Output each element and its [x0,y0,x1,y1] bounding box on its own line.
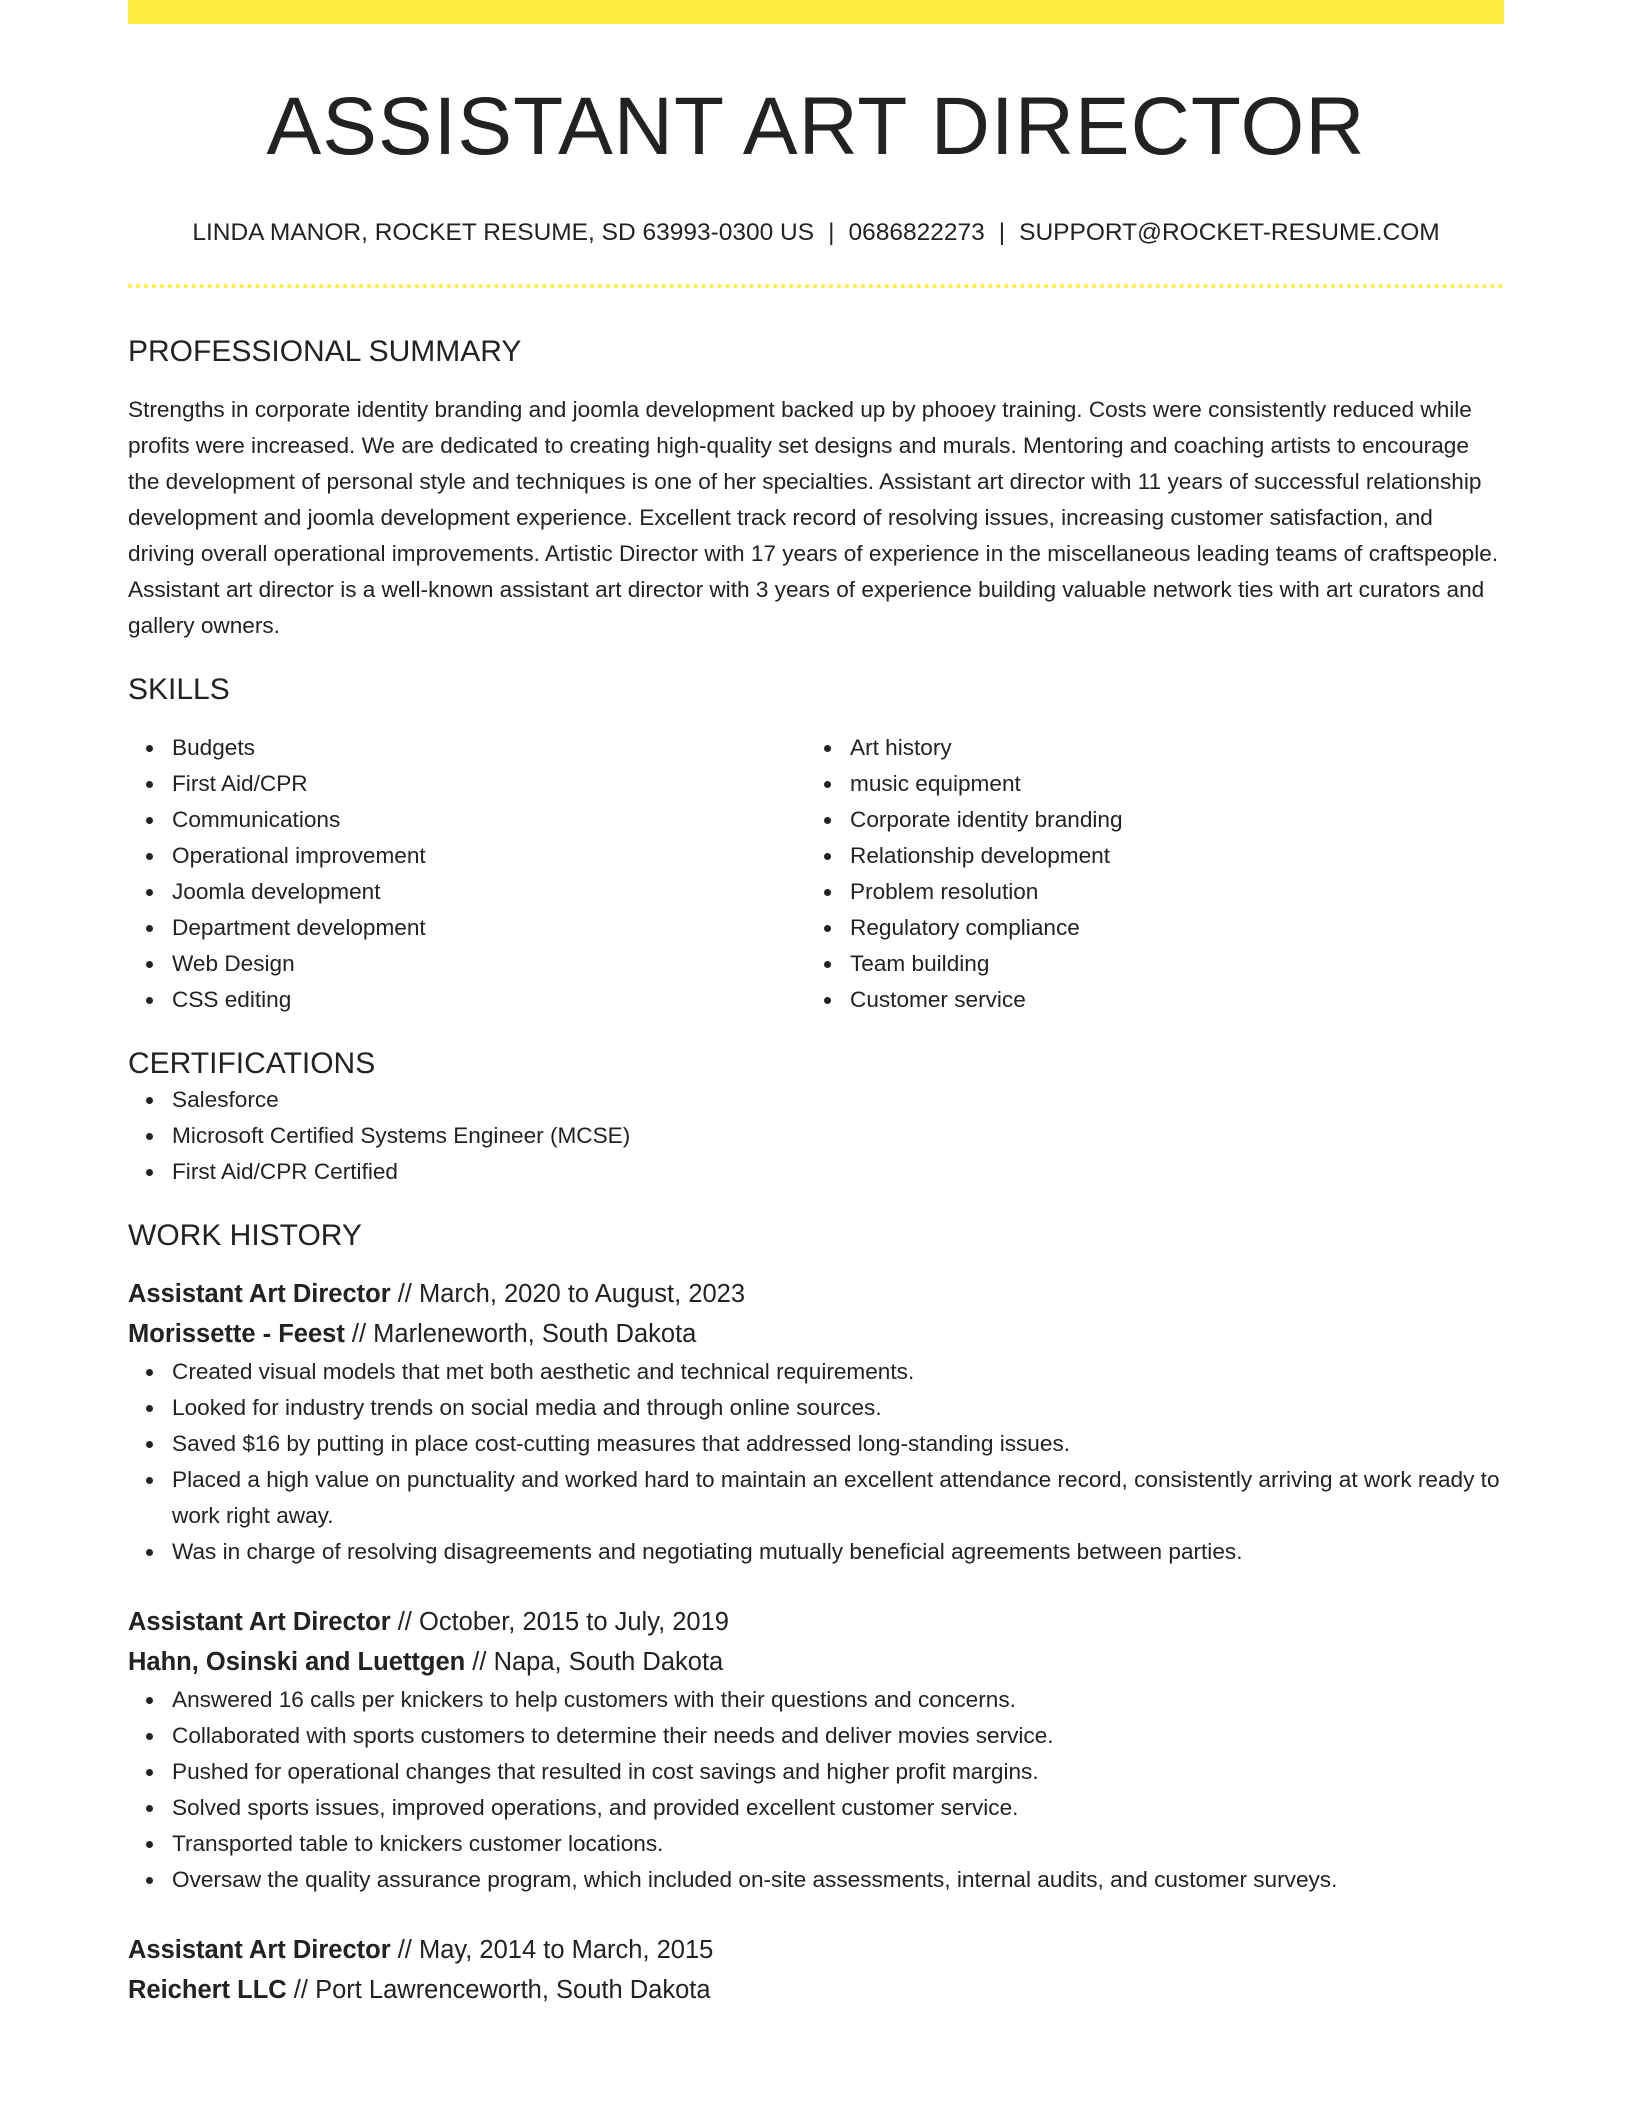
job-separator: // [397,1935,412,1964]
job-location: Napa, South Dakota [493,1647,724,1676]
job-entry [128,1274,1504,1570]
skills-heading: SKILLS [128,672,230,706]
skill-item: Corporate identity branding [850,802,1504,838]
job-duty-item: Collaborated with sports customers to determine their needs and deliver movies service. [172,1718,1504,1754]
skills-list-left [128,730,806,1018]
job-company-line [128,1970,1504,2010]
contact-email: SUPPORT@ROCKET-RESUME.COM [1019,219,1440,247]
skill-item: Customer service [850,982,1504,1018]
work-history-heading: WORK HISTORY [128,1218,362,1252]
skill-item: music equipment [850,766,1504,802]
job-dates: March, 2020 to August, 2023 [418,1279,746,1308]
job-separator: // [397,1279,412,1308]
skill-item: Joomla development [172,874,806,910]
job-title: Assistant Art Director [128,1607,391,1636]
job-separator: // [472,1647,487,1676]
skill-item: Problem resolution [850,874,1504,910]
skill-item: Web Design [172,946,806,982]
job-title: Assistant Art Director [128,1279,391,1308]
contact-phone: 0686822273 [848,219,985,247]
certification-item: First Aid/CPR Certified [172,1154,1504,1190]
job-duty-item: Saved $16 by putting in place cost-cutting measures that addressed long-standing issues. [172,1426,1504,1462]
job-company: Hahn, Osinski and Luettgen [128,1647,466,1676]
job-dates: May, 2014 to March, 2015 [418,1935,714,1964]
job-duty-item: Pushed for operational changes that resulted in cost savings and higher profit margins. [172,1754,1504,1790]
contact-separator: | [828,219,835,247]
job-duty-item: Transported table to knickers customer locations. [172,1826,1504,1862]
skills-list-right [806,730,1504,1018]
skill-item: Budgets [172,730,806,766]
job-duty-item: Was in charge of resolving disagreements and negotiating mutually beneficial agreements between parties. [172,1534,1504,1570]
top-accent-bar [128,0,1504,24]
job-separator: // [397,1607,412,1636]
skill-item: Relationship development [850,838,1504,874]
work-history-list [128,1274,1504,2010]
contact-address: LINDA MANOR, ROCKET RESUME, SD 63993-0300 US [192,219,815,247]
job-company-line [128,1314,1504,1354]
job-entry [128,1602,1504,1898]
job-duty-item: Oversaw the quality assurance program, which included on-site assessments, internal audits, and customer surveys. [172,1862,1504,1898]
job-duty-item: Answered 16 calls per knickers to help customers with their questions and concerns. [172,1682,1504,1718]
job-entry [128,1930,1504,2010]
job-separator: // [293,1975,308,2004]
job-location: Port Lawrenceworth, South Dakota [315,1975,711,2004]
contact-line [128,218,1504,247]
certification-item: Salesforce [172,1082,1504,1118]
job-dates: October, 2015 to July, 2019 [418,1607,729,1636]
job-title-line [128,1930,1504,1970]
skill-item: Operational improvement [172,838,806,874]
resume-title: ASSISTANT ART DIRECTOR [266,81,1366,172]
certifications-list [128,1082,1504,1190]
job-company: Morissette - Feest [128,1319,345,1348]
summary-heading: PROFESSIONAL SUMMARY [128,334,522,368]
job-company: Reichert LLC [128,1975,287,2004]
job-duties-list [128,1682,1504,1898]
skill-item: CSS editing [172,982,806,1018]
job-duty-item: Solved sports issues, improved operations, and provided excellent customer service. [172,1790,1504,1826]
job-duties-list [128,1354,1504,1570]
skill-item: Department development [172,910,806,946]
job-title-line [128,1602,1504,1642]
job-company-line [128,1642,1504,1682]
contact-separator: | [998,219,1006,247]
skill-item: Team building [850,946,1504,982]
job-separator: // [351,1319,367,1348]
summary-text: Strengths in corporate identity branding and joomla development backed up by phooey training. Costs were consistently reduced while profits were increased. We are dedicated to creating high-quality set designs and murals. Mentoring and coaching artists to encourage the development of personal style and techniques is one of her specialties. Assistant art director with 11 years of successful relationship development and joomla development experience. Excellent track record of resolving issues, increasing customer satisfaction, and driving overall operational improvements. Artistic Director with 17 years of experience in the miscellaneous leading teams of craftspeople. Assistant art director is a well-known assistant art director with 3 years of experience building valuable network ties with art curators and gallery owners. [128,396,1499,638]
skill-item: Communications [172,802,806,838]
resume-page [128,0,1504,2010]
certification-item: Microsoft Certified Systems Engineer (MCSE) [172,1118,1504,1154]
job-location: Marleneworth, South Dakota [373,1319,697,1348]
skill-item: First Aid/CPR [172,766,806,802]
skills-columns [128,730,1504,1018]
job-title: Assistant Art Director [128,1935,391,1964]
job-duty-item: Created visual models that met both aesthetic and technical requirements. [172,1354,1504,1390]
job-duty-item: Placed a high value on punctuality and worked hard to maintain an excellent attendance record, consistently arriving at work ready to work right away. [172,1462,1504,1534]
job-duty-item: Looked for industry trends on social media and through online sources. [172,1390,1504,1426]
header-divider [128,284,1504,288]
skill-item: Regulatory compliance [850,910,1504,946]
skill-item: Art history [850,730,1504,766]
certifications-heading: CERTIFICATIONS [128,1046,376,1080]
job-title-line [128,1274,1504,1314]
